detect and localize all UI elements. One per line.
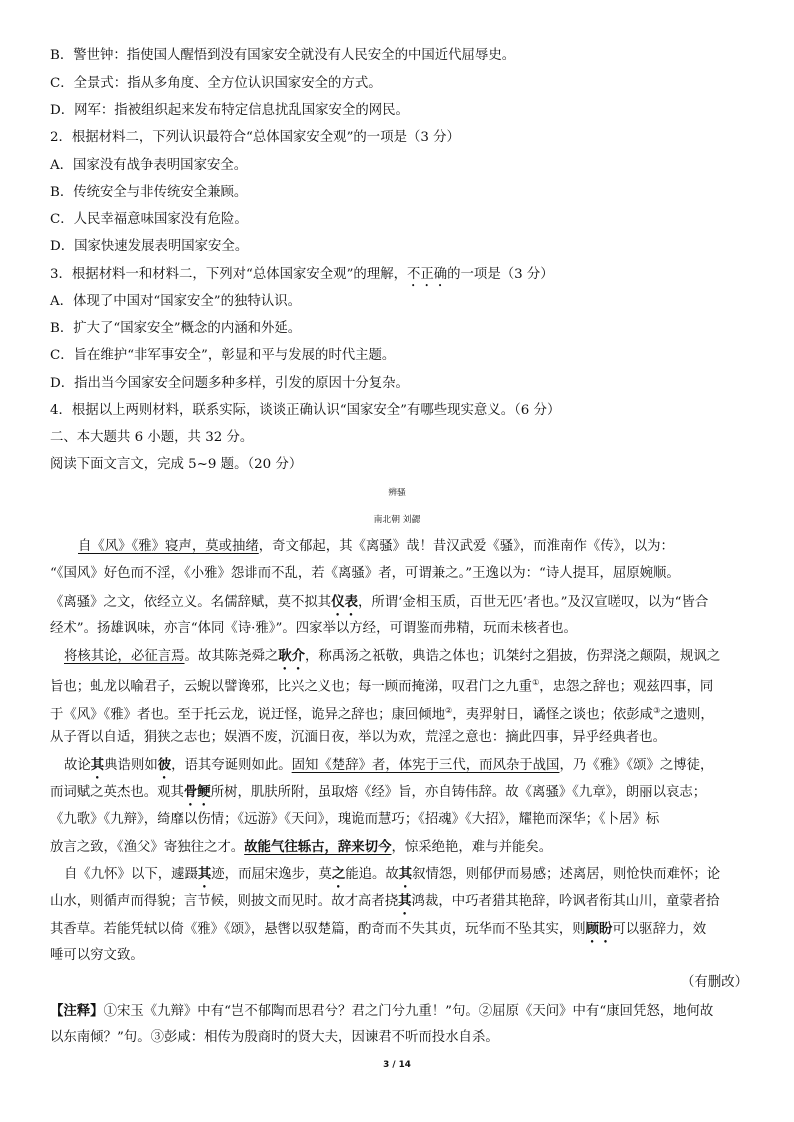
option-b: B．警世钟：指使国人醒悟到没有国家安全就没有人民安全的中国近代屈辱史。 xyxy=(50,48,516,63)
keyword-gengjie: 耿介 xyxy=(278,648,306,664)
q3-option-a: A．体现了中国对“国家安全”的独特认识。 xyxy=(50,294,302,309)
underlined-sentence-1: 自《风》《雅》寝声，莫或抽绪 xyxy=(78,539,259,554)
keyword-qi-4: 其 xyxy=(398,893,412,909)
keyword-qi-2: 其 xyxy=(197,866,212,882)
p2-line-4: 从子胥以自适，狷狭之志也；娱酒不废，沉湎日夜，举以为欢，荒淫之意也：摘此四事，异乎经典者也。 xyxy=(50,730,666,745)
p4-line-1: 自《九怀》以下，遽蹑其迹，而屈宋逸步，莫之能追。故其叙情怨，则郁伊而易感；述离居，则怆快而难怀；论 xyxy=(64,866,721,882)
p2-line-2: 旨也；虬龙以喻君子，云蜺以譬谗邪，比兴之义也；每一顾而掩涕，叹君门之九重①，忠怨之辞也；观兹四事，同 xyxy=(50,678,714,695)
p3-line-4: 放言之致，《渔父》寄独往之才。故能气往轹古，辞来切今，惊采绝艳，难与并能矣。 xyxy=(50,839,553,855)
keyword-zhi: 之 xyxy=(331,866,346,882)
keyword-gugeng: 骨鲠 xyxy=(183,784,211,800)
keyword-gupan: 顾盼 xyxy=(585,921,613,937)
keyword-qi-1: 其 xyxy=(90,757,105,773)
p1-line-3: 《离骚》之文，依经立义。名儒辞赋，莫不拟其仪表，所谓‘金相玉质，百世无匹’者也。”及汉宣嗟叹，以为“皆合 xyxy=(50,594,709,610)
question-2-stem: 2．根据材料二，下列认识最符合“总体国家安全观”的一项是（3 分） xyxy=(50,130,460,145)
keyword-qi-3: 其 xyxy=(398,866,413,882)
q2-option-d: D．国家快速发展表明国家安全。 xyxy=(50,239,249,254)
q2-option-c: C．人民幸福意味国家没有危险。 xyxy=(50,212,248,227)
question-4: 4．根据以上两则材料，联系实际，谈谈正确认识“国家安全”有哪些现实意义。（6 分） xyxy=(50,403,561,418)
p1-line-1: 自《风》《雅》寝声，莫或抽绪，奇文郁起，其《离骚》哉！昔汉武爱《骚》，而淮南作《传》，以为： xyxy=(78,539,674,554)
option-c: C．全景式：指从多角度、全方位认识国家安全的方式。 xyxy=(50,76,382,91)
p4-line-2: 山水，则循声而得貌；言节候，则披文而见时。故才高者挠其鸿裁，中巧者猎其艳辞，吟讽者衔其山川，童蒙者拾 xyxy=(50,893,720,909)
q3-option-c: C．旨在维护“非军事安全”，彰显和平与发展的时代主题。 xyxy=(50,348,396,363)
reading-instruction: 阅读下面文言文，完成 5~9 题。（20 分） xyxy=(50,457,303,472)
question-3-stem: 3．根据材料一和材料二，下列对“总体国家安全观”的理解，不正确的一项是（3 分） xyxy=(50,267,554,282)
p3-line-3: 《九歌》《九辩》，绮靡以伤情；《远游》《天问》，瑰诡而慧巧；《招魂》《大招》，耀艳而深华；《卜居》标 xyxy=(50,812,660,827)
p2-line-1: 将核其论，必征言焉。故其陈尧舜之耿介，称禹汤之祇敬，典诰之体也；讥桀纣之猖披，伤羿浇之颠陨，规讽之 xyxy=(64,648,721,664)
passage-author: 南北朝 刘勰 xyxy=(373,515,421,525)
notes-line-1: 【注释】①宋玉《九辩》中有“岂不郁陶而思君兮？君之门兮九重！”句。②屈原《天问》中有“康回凭怒，地何故 xyxy=(50,1003,714,1019)
p2-line-3: 于《风》《雅》者也。至于托云龙，说迂怪，诡异之辞也；康回倾地②，夷羿射日，谲怪之谈也；依彭咸③之遗则， xyxy=(50,706,714,723)
p4-line-3: 其香草。若能凭轼以倚《雅》《颂》，悬辔以驭楚篇，酌奇而不失其贞，玩华而不坠其实，则顾盼可以驱辞力，效 xyxy=(50,921,707,937)
notes-line-2: 以东南倾？”句。③彭咸：相传为殷商时的贤大夫，因谏君不听而投水自杀。 xyxy=(50,1030,499,1045)
footnote-2-marker: ② xyxy=(445,706,453,715)
q2-option-b: B．传统安全与非传统安全兼顾。 xyxy=(50,185,248,200)
p3-line-2: 而词赋之英杰也。观其骨鲠所树，肌肤所附，虽取熔《经》旨，亦自铸伟辞。故《离骚》《九章》，朗丽以哀志； xyxy=(50,784,707,800)
page-number: 3 / 14 xyxy=(383,1060,411,1070)
q3-option-d: D．指出当今国家安全问题多种多样，引发的原因十分复杂。 xyxy=(50,376,409,391)
emphasis-not-correct: 不正确 xyxy=(406,267,448,282)
q3-option-b: B．扩大了“国家安全”概念的内涵和外延。 xyxy=(50,321,302,336)
p4-line-4: 唾可以穷文致。 xyxy=(50,948,144,963)
passage-title: 辨骚 xyxy=(388,488,406,498)
p3-line-1: 故论其典诰则如彼，语其夸诞则如此。固知《楚辞》者，体宪于三代，而风杂于战国，乃《雅》《颂》之博徒， xyxy=(64,757,714,773)
p1-line-2: “《国风》好色而不淫，《小雅》怨诽而不乱，若《离骚》者，可谓兼之。”王逸以为：“诗人提耳，屈原婉顺。 xyxy=(50,566,680,581)
q2-option-a: A．国家没有战争表明国家安全。 xyxy=(50,158,248,173)
underlined-sentence-4: 故能气往轹古，辞来切今 xyxy=(244,839,392,855)
keyword-bi: 彼 xyxy=(157,757,172,773)
footnote-3-marker: ③ xyxy=(653,706,661,715)
p1-line-4: 经术”。扬雄讽味，亦言“体同《诗·雅》”。四家举以方经，可谓鉴而弗精，玩而未核者也。 xyxy=(50,621,577,636)
source-note: （有删改） xyxy=(681,975,748,990)
option-d: D．网军：指被组织起来发布特定信息扰乱国家安全的网民。 xyxy=(50,103,409,118)
underlined-sentence-3: 固知《楚辞》者，体宪于三代，而风杂于战国 xyxy=(291,758,560,773)
notes-label: 【注释】 xyxy=(50,1003,104,1019)
section-heading: 二、本大题共 6 小题，共 32 分。 xyxy=(50,430,254,445)
keyword-yibiao: 仪表 xyxy=(331,594,358,610)
footnote-1-marker: ① xyxy=(532,678,540,687)
underlined-sentence-2: 将核其论，必征言焉 xyxy=(64,649,185,664)
